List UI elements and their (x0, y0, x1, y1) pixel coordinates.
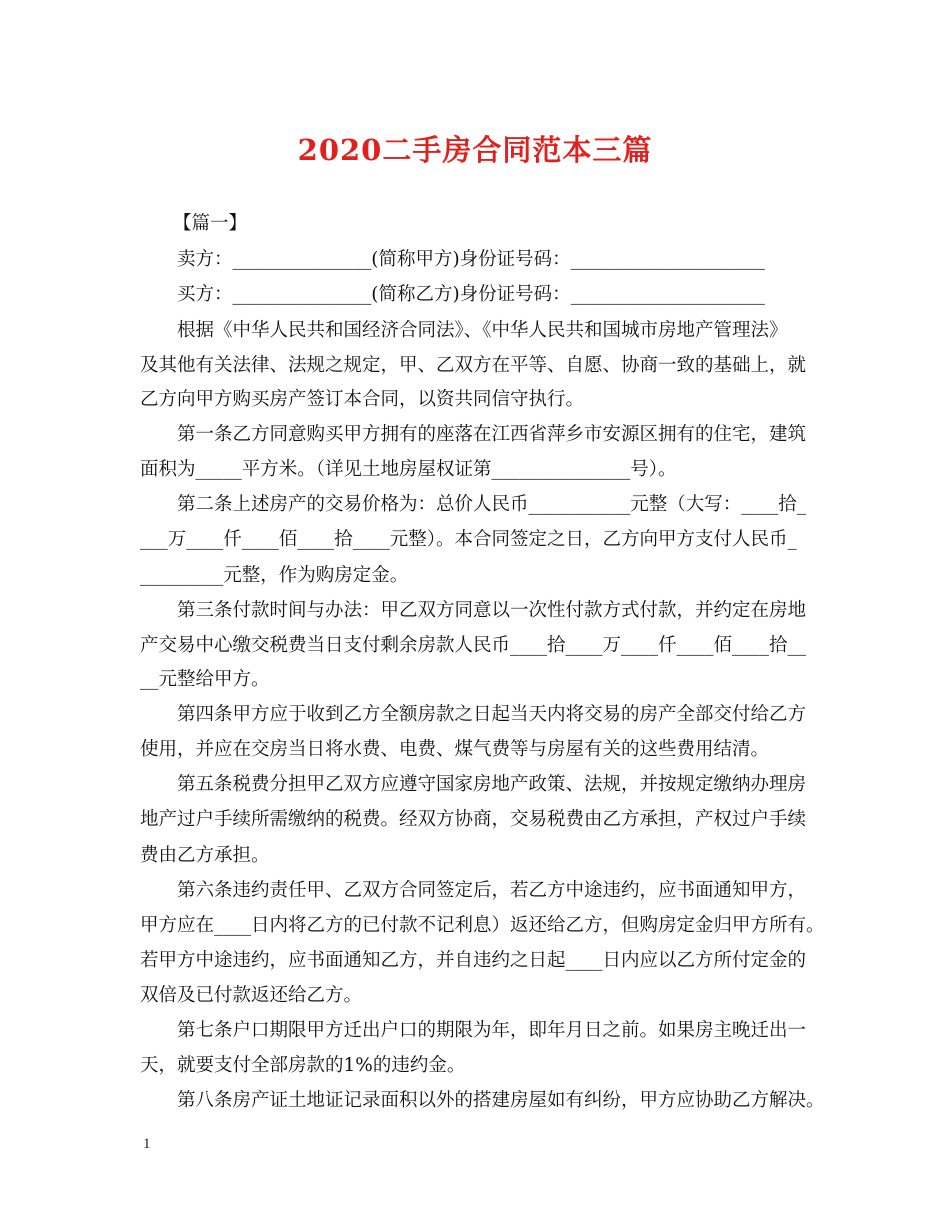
paragraph-line: 甲方应在____日内将乙方的已付款不记利息）返还给乙方，但购房定金归甲方所有。 (140, 915, 825, 936)
paragraph-line: 第一条乙方同意购买甲方拥有的座落在江西省萍乡市安源区拥有的住宅，建筑 (177, 424, 807, 445)
paragraph-line: 根据《中华人民共和国经济合同法》、《中华人民共和国城市房地产管理法》 (177, 320, 788, 341)
seller-line: 卖方：_______________(简称甲方)身份证号码：_____________________ (177, 249, 765, 270)
buyer-line: 买方：_______________(简称乙方)身份证号码：_____________________ (177, 284, 765, 305)
paragraph-line: 若甲方中途违约，应书面通知乙方，并自违约之日起____日内应以乙方所付定金的 (140, 950, 807, 971)
paragraph-line: 第二条上述房产的交易价格为：总价人民币___________元整（大写：____拾_ (177, 494, 807, 515)
paragraph-line: 第四条甲方应于收到乙方全额房款之日起当天内将交易的房产全部交付给乙方 (177, 704, 807, 725)
paragraph-line: 天，就要支付全部房款的1%的违约金。 (140, 1055, 466, 1076)
section-heading: 【篇一】 (173, 213, 248, 234)
paragraph-line: 第五条税费分担甲乙双方应遵守国家房地产政策、法规，并按规定缴纳办理房 (177, 774, 807, 795)
paragraph-line: 乙方向甲方购买房产签订本合同，以资共同信守执行。 (140, 389, 585, 410)
page-number: 1 (143, 1136, 151, 1152)
paragraph-line: 第六条违约责任甲、乙双方合同签定后，若乙方中途违约，应书面通知甲方， (177, 880, 807, 901)
paragraph-line: _________元整，作为购房定金。 (140, 565, 409, 586)
paragraph-line: 及其他有关法律、法规之规定，甲、乙双方在平等、自愿、协商一致的基础上，就 (140, 355, 807, 376)
paragraph-line: 第七条户口期限甲方迁出户口的期限为年，即年月日之前。如果房主晚迁出一 (177, 1020, 807, 1041)
paragraph-line: 费由乙方承担。 (140, 845, 270, 866)
paragraph-line: 面积为_____平方米。（详见土地房屋权证第_______________号）。 (140, 459, 677, 480)
paragraph-line: 双倍及已付款返还给乙方。 (140, 985, 363, 1006)
paragraph-line: 使用，并应在交房当日将水费、电费、煤气费等与房屋有关的这些费用结清。 (140, 739, 770, 760)
paragraph-line: ___万____仟____佰____拾____元整）。本合同签定之日，乙方向甲方支付人民币_ (140, 529, 797, 550)
paragraph-line: __元整给甲方。 (140, 669, 270, 690)
paragraph-line: 产交易中心缴交税费当日支付剩余房款人民币____拾____万____仟____佰____拾__ (140, 635, 807, 656)
paragraph-line: 第八条房产证土地证记录面积以外的搭建房屋如有纠纷，甲方应协助乙方解决。 (177, 1090, 825, 1111)
paragraph-line: 第三条付款时间与办法：甲乙双方同意以一次性付款方式付款，并约定在房地 (177, 600, 807, 621)
paragraph-line: 地产过户手续所需缴纳的税费。经双方协商，交易税费由乙方承担，产权过户手续 (140, 809, 807, 830)
document-title: 2020二手房合同范本三篇 (297, 133, 653, 167)
